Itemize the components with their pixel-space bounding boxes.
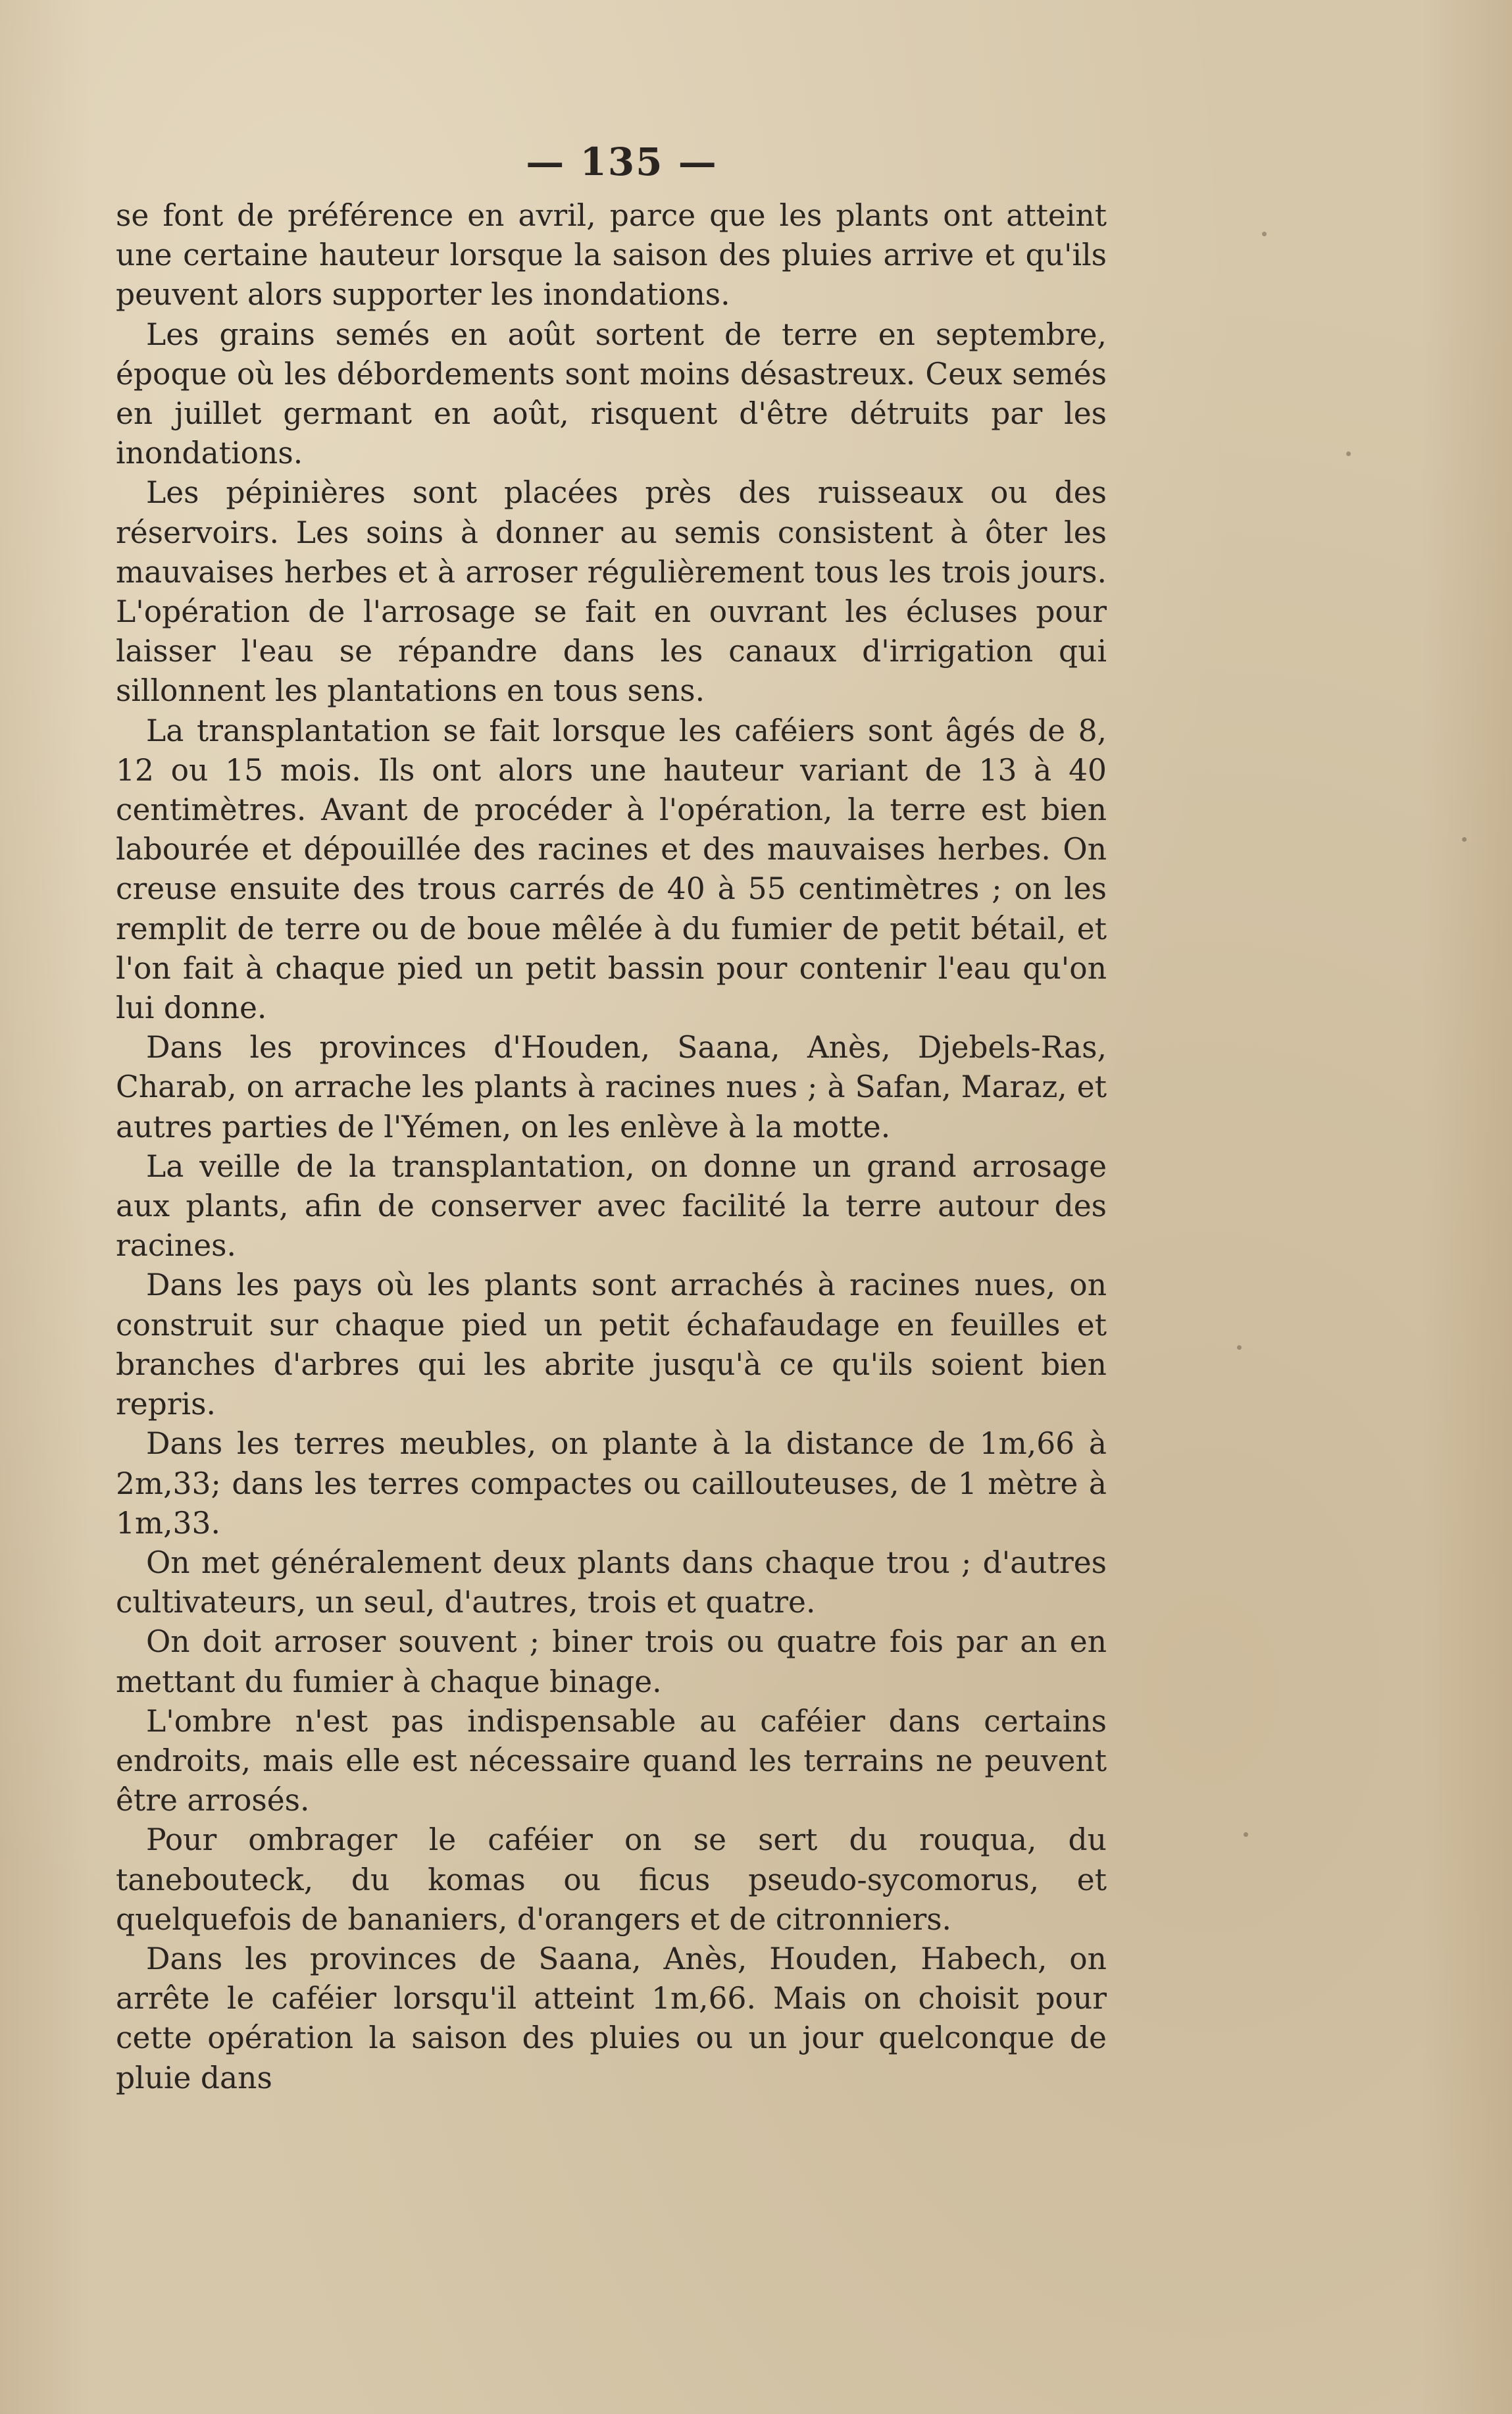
paragraph: On doit arroser souvent ; biner trois ou quatre fois par an en mettant du fumier à chaque binage.	[116, 1624, 1107, 1699]
paragraph: Les grains semés en août sortent de terre en septembre, époque où les débordements sont moins désastreux. Ceux semés en juillet germant en août, risquent d'être détruits par les inondations.	[116, 317, 1107, 471]
paragraph: Dans les provinces de Saana, Anès, Houden, Habech, on arrête le caféier lorsqu'il atteint 1m,66. Mais on choisit pour cette opération la saison des pluies ou un jour quelconque de pluie dans	[116, 1941, 1107, 2095]
paper-speck	[1462, 837, 1467, 842]
body-text	[116, 196, 1107, 2098]
paragraph: Pour ombrager le caféier on se sert du rouqua, du tanebouteck, du komas ou ficus pseudo-sycomorus, et quelquefois de bananiers, d'orangers et de citronniers.	[116, 1822, 1107, 1937]
paragraph: L'ombre n'est pas indispensable au caféier dans certains endroits, mais elle est nécessaire quand les terrains ne peuvent être arrosés.	[116, 1703, 1107, 1818]
paragraph: La veille de la transplantation, on donne un grand arrosage aux plants, afin de conserver avec facilité la terre autour des racines.	[116, 1148, 1107, 1264]
paper-speck	[1262, 232, 1267, 236]
paragraph: Dans les terres meubles, on plante à la distance de 1m,66 à 2m,33; dans les terres compactes ou caillouteuses, de 1 mètre à 1m,33.	[116, 1426, 1107, 1541]
paragraph: se font de préférence en avril, parce que les plants ont atteint une certaine hauteur lorsque la saison des pluies arrive et qu'ils peuvent alors supporter les inondations.	[116, 198, 1107, 313]
paragraph: On met généralement deux plants dans chaque trou ; d'autres cultivateurs, un seul, d'autres, trois et quatre.	[116, 1545, 1107, 1620]
paragraph: Dans les provinces d'Houden, Saana, Anès, Djebels-Ras, Charab, on arrache les plants à racines nues ; à Safan, Maraz, et autres parties de l'Yémen, on les enlève à la motte.	[116, 1030, 1107, 1144]
paper-speck	[1244, 1832, 1248, 1837]
page-number: — 135 —	[526, 140, 718, 184]
paper-speck	[1237, 1345, 1242, 1350]
paper-speck	[1346, 451, 1351, 456]
paragraph: La transplantation se fait lorsque les caféiers sont âgés de 8, 12 ou 15 mois. Ils ont alors une hauteur variant de 13 à 40 centimètres. Avant de procéder à l'opération, la terre est bien labourée et dépouillée des racines et des mauvaises herbes. On creuse ensuite des trous carrés de 40 à 55 centimètres ; on les remplit de terre ou de boue mêlée à du fumier de petit bétail, et l'on fait à chaque pied un petit bassin pour contenir l'eau qu'on lui donne.	[116, 713, 1107, 1026]
paragraph: Dans les pays où les plants sont arrachés à racines nues, on construit sur chaque pied un petit échafaudage en feuilles et branches d'arbres qui les abrite jusqu'à ce qu'ils soient bien repris.	[116, 1268, 1107, 1422]
paragraph: Les pépinières sont placées près des ruisseaux ou des réservoirs. Les soins à donner au semis consistent à ôter les mauvaises herbes et à arroser régulièrement tous les trois jours. L'opération de l'arrosage se fait en ouvrant les écluses pour laisser l'eau se répandre dans les canaux d'irrigation qui sillonnent les plantations en tous sens.	[116, 475, 1107, 709]
